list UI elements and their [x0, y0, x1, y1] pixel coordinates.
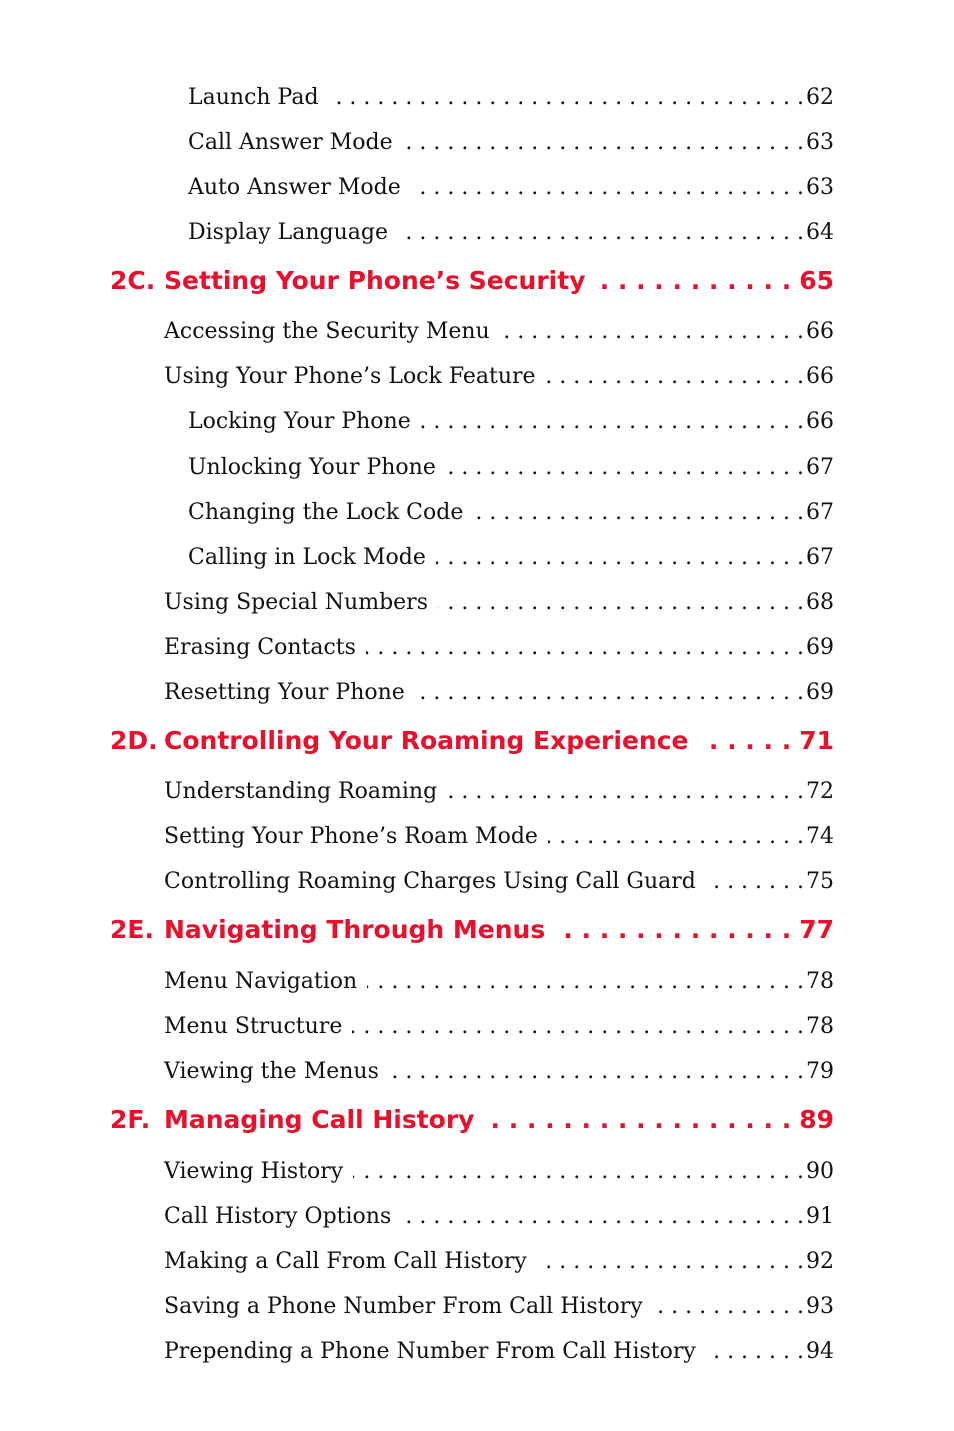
toc-entry[interactable]	[188, 220, 834, 246]
toc-entry[interactable]	[188, 130, 834, 156]
dot-leader	[555, 915, 791, 945]
toc-entry[interactable]	[164, 680, 834, 706]
dot-leader	[367, 969, 804, 995]
entry-title: Call History Options	[164, 1204, 392, 1229]
toc-entry[interactable]	[164, 869, 834, 895]
page-number: 94	[806, 1339, 834, 1364]
toc-entry[interactable]	[164, 1294, 834, 1320]
page-number: 68	[806, 590, 834, 615]
entry-title: Making a Call From Call History	[164, 1249, 527, 1274]
entry-title: Menu Structure	[164, 1014, 343, 1039]
entry-title: Using Special Numbers	[164, 590, 428, 615]
page-number: 67	[806, 455, 834, 480]
entry-title: Erasing Contacts	[164, 635, 356, 660]
dot-leader	[389, 1059, 804, 1085]
toc-section-heading[interactable]	[110, 266, 834, 296]
page-number: 66	[806, 364, 834, 389]
entry-title: Controlling Roaming Charges Using Call Guard	[164, 869, 696, 894]
entry-title: Resetting Your Phone	[164, 680, 405, 705]
entry-title: Unlocking Your Phone	[188, 455, 436, 480]
toc-entry[interactable]	[188, 455, 834, 481]
page-number: 77	[799, 915, 834, 944]
dot-leader	[546, 364, 804, 390]
dot-leader	[706, 869, 804, 895]
page-number: 78	[806, 969, 834, 994]
page-number: 67	[806, 545, 834, 570]
page-number: 91	[806, 1204, 834, 1229]
dot-leader	[436, 545, 804, 571]
dot-leader	[415, 680, 804, 706]
page-number: 93	[806, 1294, 834, 1319]
entry-title: Using Your Phone’s Lock Feature	[164, 364, 536, 389]
toc-entry[interactable]	[164, 319, 834, 345]
toc-section-heading[interactable]	[110, 915, 834, 945]
dot-leader	[706, 1339, 804, 1365]
toc-entry[interactable]	[188, 85, 834, 111]
page-number: 64	[806, 220, 834, 245]
page-number: 65	[799, 266, 834, 295]
dot-leader	[446, 455, 804, 481]
page-number: 67	[806, 500, 834, 525]
toc-entry[interactable]	[164, 364, 834, 390]
entry-title: Prepending a Phone Number From Call History	[164, 1339, 696, 1364]
page-number: 62	[806, 85, 834, 110]
dot-leader	[329, 85, 804, 111]
entry-title: Auto Answer Mode	[188, 175, 401, 200]
dot-leader	[596, 266, 792, 296]
page-number: 75	[806, 869, 834, 894]
page-number: 66	[806, 409, 834, 434]
toc-entry[interactable]	[164, 590, 834, 616]
dot-leader	[401, 1204, 804, 1230]
toc-entry[interactable]	[164, 1159, 834, 1185]
toc-entry[interactable]	[188, 545, 834, 571]
page-number: 78	[806, 1014, 834, 1039]
toc-entry[interactable]	[164, 824, 834, 850]
section-number: 2F.	[110, 1105, 151, 1134]
entry-title: Calling in Lock Mode	[188, 545, 426, 570]
entry-title: Navigating Through Menus	[164, 915, 546, 944]
toc-entry[interactable]	[188, 409, 834, 435]
entry-title: Understanding Roaming	[164, 779, 438, 804]
dot-leader	[653, 1294, 804, 1320]
entry-title: Viewing History	[164, 1159, 344, 1184]
page-number: 69	[806, 635, 834, 660]
dot-leader	[366, 635, 804, 661]
section-number: 2E.	[110, 915, 154, 944]
section-number: 2D.	[110, 726, 158, 755]
entry-title: Call Answer Mode	[188, 130, 393, 155]
page-number: 63	[806, 175, 834, 200]
entry-title: Controlling Your Roaming Experience	[164, 726, 689, 755]
page-number: 74	[806, 824, 834, 849]
page-number: 71	[799, 726, 834, 755]
page-number: 89	[799, 1105, 834, 1134]
dot-leader	[484, 1105, 791, 1135]
toc-entry[interactable]	[164, 1249, 834, 1275]
toc-entry[interactable]	[164, 1339, 834, 1365]
toc-entry[interactable]	[164, 635, 834, 661]
dot-leader	[411, 175, 804, 201]
entry-title: Setting Your Phone’s Security	[164, 266, 586, 295]
toc-entry[interactable]	[164, 1014, 834, 1040]
toc-entry[interactable]	[164, 779, 834, 805]
page-number: 69	[806, 680, 834, 705]
entry-title: Locking Your Phone	[188, 409, 411, 434]
page-number: 79	[806, 1059, 834, 1084]
dot-leader	[447, 779, 804, 805]
page-number: 72	[806, 779, 834, 804]
section-number: 2C.	[110, 266, 156, 295]
dot-leader	[403, 130, 804, 156]
dot-leader	[398, 220, 804, 246]
toc-section-heading[interactable]	[110, 726, 834, 756]
dot-leader	[548, 824, 804, 850]
entry-title: Saving a Phone Number From Call History	[164, 1294, 643, 1319]
entry-title: Accessing the Security Menu	[164, 319, 490, 344]
toc-entry[interactable]	[164, 969, 834, 995]
entry-title: Setting Your Phone’s Roam Mode	[164, 824, 538, 849]
dot-leader	[699, 726, 792, 756]
dot-leader	[500, 319, 804, 345]
entry-title: Viewing the Menus	[164, 1059, 379, 1084]
toc-entry[interactable]	[188, 175, 834, 201]
entry-title: Menu Navigation	[164, 969, 358, 994]
toc-section-heading[interactable]	[110, 1105, 834, 1135]
dot-leader	[537, 1249, 804, 1275]
dot-leader	[438, 590, 804, 616]
dot-leader	[352, 1014, 804, 1040]
dot-leader	[473, 500, 804, 526]
page-number: 66	[806, 319, 834, 344]
toc-entry[interactable]	[188, 500, 834, 526]
dot-leader	[421, 409, 804, 435]
page-number: 63	[806, 130, 834, 155]
page-number: 90	[806, 1159, 834, 1184]
entry-title: Launch Pad	[188, 85, 319, 110]
dot-leader	[353, 1159, 804, 1185]
entry-title: Display Language	[188, 220, 388, 245]
entry-title: Changing the Lock Code	[188, 500, 464, 525]
page-number: 92	[806, 1249, 834, 1274]
toc-entry[interactable]	[164, 1059, 834, 1085]
toc-entry[interactable]	[164, 1204, 834, 1230]
entry-title: Managing Call History	[164, 1105, 475, 1134]
